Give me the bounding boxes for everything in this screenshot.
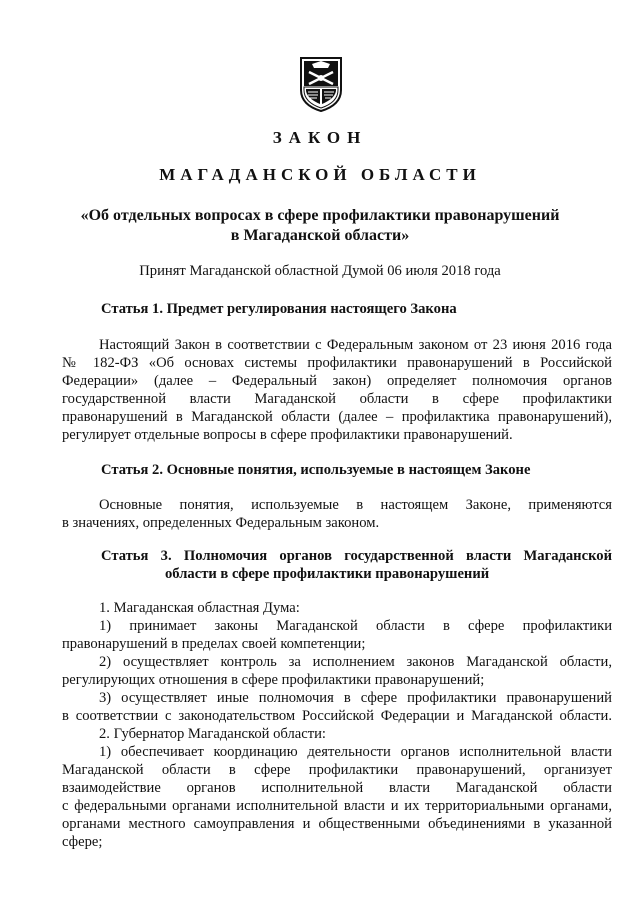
article-2-heading: Статья 2. Основные понятия, используемые в настоящем Законе: [101, 462, 531, 478]
article-1-line: Настоящий Закон в соответствии с Федеральным законом от 23 июня 2016 года: [99, 337, 612, 353]
law-heading: ЗАКОН: [272, 128, 368, 147]
article-3-line: взаимодействие органов исполнительной власти Магаданской области: [62, 780, 612, 796]
law-title-line-1: «Об отдельных вопросах в сфере профилактики правонарушений: [80, 207, 560, 224]
article-3-line: 1) принимает законы Магаданской области в сфере профилактики: [99, 618, 612, 634]
article-3-heading-line-2: области в сфере профилактики правонарушений: [165, 566, 490, 582]
article-3-line: 2) осуществляет контроль за исполнением законов Магаданской области,: [99, 654, 612, 670]
article-2-line: Основные понятия, используемые в настоящем Законе, применяются: [99, 497, 612, 513]
article-3-line: 1) обеспечивает координацию деятельности органов исполнительной власти: [99, 744, 612, 760]
article-3-line: органами местного самоуправления и общественными объединениями в указанной: [62, 816, 612, 832]
article-1-line: регулирует отдельные вопросы в сфере профилактики правонарушений.: [62, 427, 513, 443]
article-3-line: сфере;: [62, 834, 103, 850]
article-3-line: 2. Губернатор Магаданской области:: [99, 726, 326, 742]
adoption-note: Принят Магаданской областной Думой 06 июля 2018 года: [139, 263, 501, 279]
article-3-line: регулирующих отношения в сфере профилактики правонарушений;: [62, 672, 485, 688]
article-3-line: в соответствии с законодательством Российской Федерации и Магаданской области.: [62, 708, 612, 724]
article-2-line: в значениях, определенных Федеральным законом.: [62, 515, 380, 531]
article-1-line: № 182-ФЗ «Об основах системы профилактики правонарушений в Российской: [62, 355, 612, 371]
article-1-line: Федерации» (далее – Федеральный закон) определяет полномочия органов: [62, 373, 612, 389]
article-3-line: Магаданской области в сфере профилактики правонарушений, организует: [62, 762, 612, 778]
article-3-line: правонарушений в пределах своей компетенции;: [62, 636, 366, 652]
coat-of-arms-icon: [299, 56, 343, 112]
article-3-line: 3) осуществляет иные полномочия в сфере профилактики правонарушений: [99, 690, 612, 706]
article-1-line: правонарушений в Магаданской области (далее – профилактика правонарушений),: [62, 409, 612, 425]
article-3-heading-line-1: Статья 3. Полномочия органов государственной власти Магаданской: [101, 548, 612, 564]
article-1-heading: Статья 1. Предмет регулирования настоящего Закона: [101, 301, 457, 317]
article-1-line: государственной власти Магаданской области в сфере профилактики: [62, 391, 612, 407]
article-3-line: с федеральными органами исполнительной власти и их территориальными органами,: [62, 798, 612, 814]
law-title-line-2: в Магаданской области»: [230, 227, 410, 244]
article-3-line: 1. Магаданская областная Дума:: [99, 600, 300, 616]
region-heading: МАГАДАНСКОЙ ОБЛАСТИ: [159, 165, 481, 184]
